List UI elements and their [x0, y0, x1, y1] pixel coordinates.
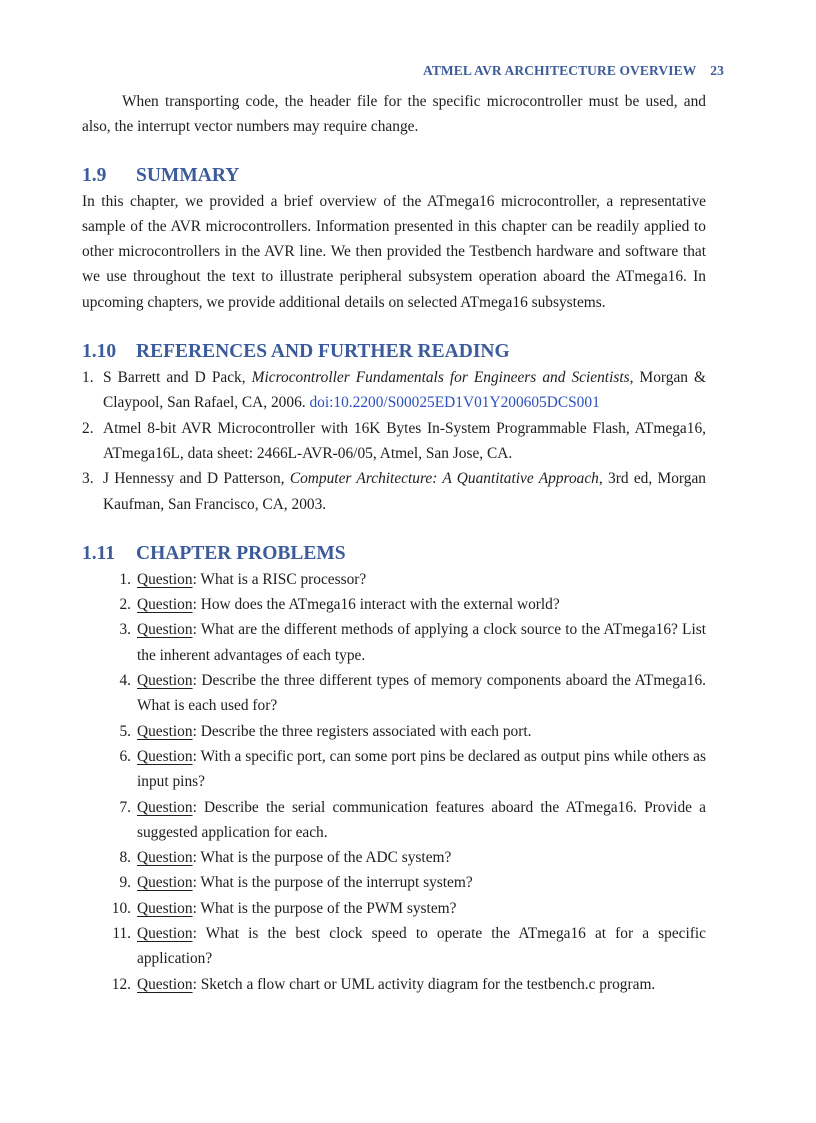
problem-item [82, 719, 706, 744]
problem-item [82, 845, 706, 870]
problem-text: : What is a RISC processor? [192, 570, 367, 588]
question-label: Question [137, 874, 193, 892]
question-label: Question [137, 621, 193, 639]
problem-item [82, 592, 706, 617]
question-label: Question [137, 722, 193, 740]
problems-heading [82, 541, 706, 567]
summary-section-title: SUMMARY [136, 164, 240, 186]
question-label: Question [137, 672, 193, 690]
reference-item [82, 416, 706, 467]
problem-item [82, 870, 706, 895]
problem-number: 8. [119, 849, 131, 867]
problem-text: : Describe the three different types of memory components aboard the ATmega16. What is each used for? [137, 672, 706, 715]
question-label: Question [137, 798, 193, 816]
problem-item [82, 617, 706, 668]
reference-text: , Morgan & Claypool, San Rafael, CA, 2006. [103, 369, 706, 412]
problem-item [82, 921, 706, 972]
question-label: Question [137, 596, 193, 614]
problem-text: : What is the purpose of the interrupt system? [192, 874, 473, 892]
reference-text: Atmel 8-bit AVR Microcontroller with 16K Bytes In-System Programmable Flash, ATmega16, ATmega16L, data sheet: 2466L-AVR-06/05, Atmel, San Jose, CA. [103, 419, 706, 462]
problem-text: : With a specific port, can some port pins be declared as output pins while others as input pins? [137, 747, 706, 791]
problem-number: 2. [119, 596, 131, 614]
problem-number: 11. [112, 925, 131, 943]
reference-text: S Barrett and D Pack, [103, 369, 252, 387]
question-label: Question [137, 747, 193, 765]
running-header-title: ATMEL AVR ARCHITECTURE OVERVIEW [422, 63, 697, 78]
problem-item [82, 744, 706, 795]
intro-paragraph: When transporting code, the header file for the specific microcontroller must be used, and also, the interrupt vector numbers may require change. [82, 93, 706, 136]
problem-number: 4. [119, 672, 131, 690]
summary-paragraph: In this chapter, we provided a brief overview of the ATmega16 microcontroller, a representative sample of the AVR microcontrollers. Information presented in this chapter can be readily applied to other microcontrollers in the AVR line. We then provided the Testbench hardware and software that we use throughout the text to illustrate peripheral subsystem operation aboard the ATmega16. In upcoming chapters, we provide additional details on selected ATmega16 subsystems. [82, 192, 706, 311]
reference-text: J Hennessy and D Patterson, [103, 470, 290, 488]
page-content [82, 89, 706, 997]
reference-list [82, 365, 706, 517]
reference-item [82, 466, 706, 517]
problem-item [82, 795, 706, 846]
problem-text: : Describe the serial communication features aboard the ATmega16. Provide a suggested application for each. [137, 798, 706, 841]
question-label: Question [137, 849, 193, 867]
problems-section-title: CHAPTER PROBLEMS [136, 542, 346, 564]
reference-text: , 3rd ed, Morgan Kaufman, San Francisco, CA, 2003. [103, 470, 706, 513]
problem-item [82, 668, 706, 719]
references-section-number: 1.10 [82, 341, 117, 363]
summary-section-number: 1.9 [82, 164, 107, 186]
reference-number: 1. [82, 369, 94, 387]
reference-title: Microcontroller Fundamentals for Engineers and Scientists [251, 369, 630, 387]
problem-number: 10. [111, 899, 131, 917]
reference-title: Computer Architecture: A Quantitative Approach [289, 470, 599, 488]
problem-text: : What is the best clock speed to operate the ATmega16 at for a specific application? [137, 925, 706, 968]
problem-number: 1. [119, 570, 131, 588]
page-number: 23 [710, 63, 724, 78]
problem-number: 7. [119, 798, 131, 816]
reference-number: 3. [82, 470, 94, 488]
running-header [423, 63, 724, 79]
reference-number: 2. [82, 419, 94, 437]
problem-item [82, 896, 706, 921]
summary-heading [82, 163, 706, 189]
problem-text: : Describe the three registers associated with each port. [192, 722, 532, 740]
question-label: Question [137, 899, 193, 917]
question-label: Question [137, 975, 193, 993]
references-heading [82, 339, 706, 365]
problem-number: 12. [111, 975, 131, 993]
problem-text: : What is the purpose of the PWM system? [192, 899, 457, 917]
question-label: Question [137, 925, 193, 943]
references-section-title: REFERENCES AND FURTHER READING [136, 341, 510, 363]
problem-item [82, 972, 706, 997]
problem-text: : How does the ATmega16 interact with the external world? [192, 596, 560, 614]
problem-text: : What are the different methods of applying a clock source to the ATmega16? List the inherent advantages of each type. [137, 621, 706, 664]
problem-text: : Sketch a flow chart or UML activity diagram for the testbench.c program. [192, 975, 656, 993]
reference-item [82, 365, 706, 416]
problems-section-number: 1.11 [82, 542, 116, 564]
problem-number: 5. [119, 722, 131, 740]
problem-number: 3. [119, 621, 131, 639]
problem-number: 9. [119, 874, 131, 892]
doi-link[interactable]: doi:10.2200/S00025ED1V01Y200605DCS001 [309, 394, 600, 412]
problem-list [82, 567, 706, 997]
question-label: Question [137, 570, 193, 588]
problem-item [82, 567, 706, 592]
problem-number: 6. [119, 747, 131, 765]
problem-text: : What is the purpose of the ADC system? [192, 849, 452, 867]
